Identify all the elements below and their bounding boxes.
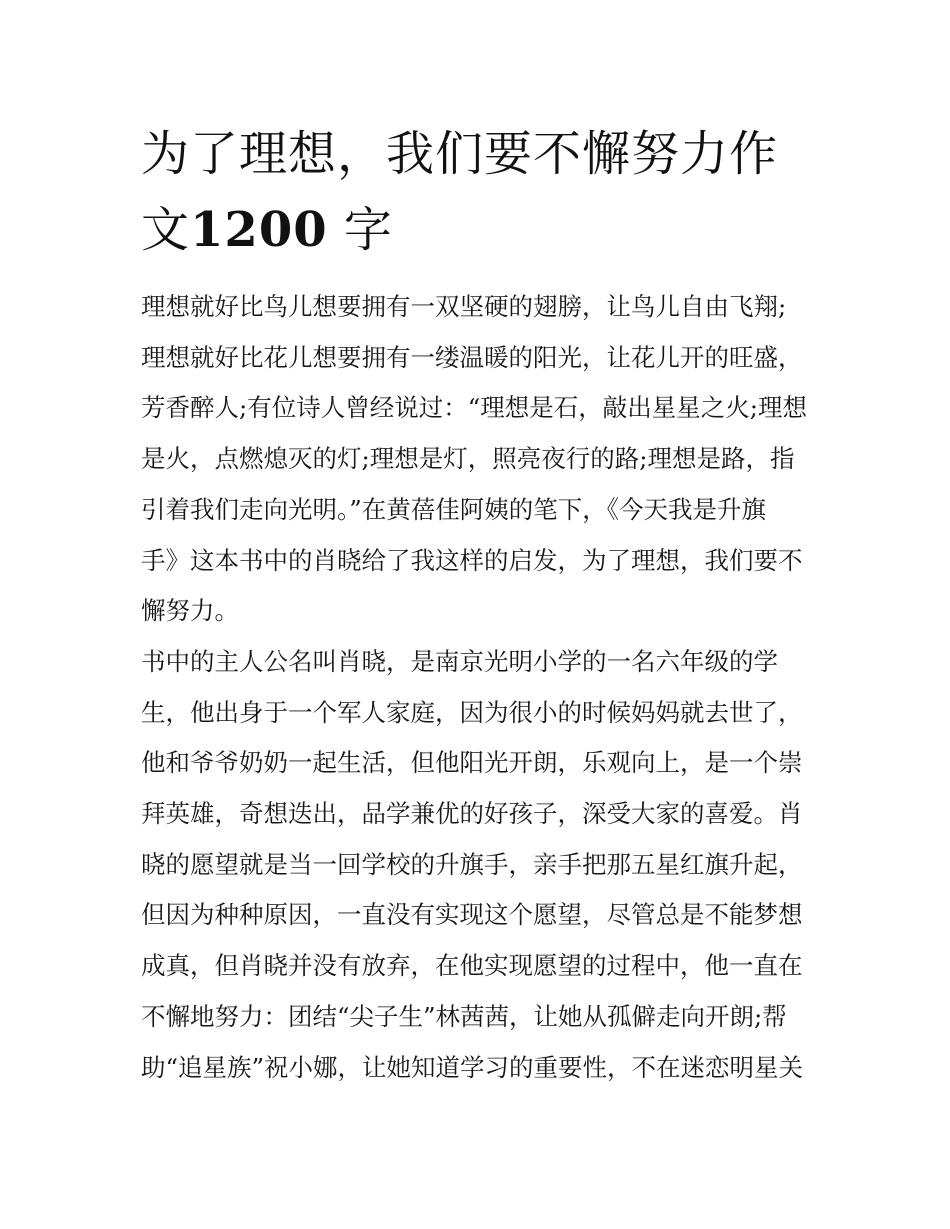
text-line: 晓的愿望就是当一回学校的升旗手，亲手把那五星红旗升起， [141, 849, 803, 879]
text-line: 手》这本书中的肖晓给了我这样的启发，为了理想，我们要不 [141, 545, 803, 575]
text-line: 是火，点燃熄灭的灯;理想是灯，照亮夜行的路;理想是路，指 [141, 444, 795, 474]
text-line: 理想就好比鸟儿想要拥有一双坚硬的翅膀，让鸟儿自由飞翔; [141, 292, 787, 321]
title-prefix: 文 [141, 202, 191, 258]
text-line: 懈努力。 [141, 596, 239, 626]
paragraph-2 [141, 637, 813, 1093]
text-line: 芳香醉人;有位诗人曾经说过：“理想是石，敲出星星之火;理想 [141, 393, 808, 423]
title-suffix: 字 [327, 202, 393, 258]
title-line-1: 为了理想，我们要不懈努力作 [141, 126, 779, 182]
text-line: 助“追星族”祝小娜，让她知道学习的重要性，不在迷恋明星关 [141, 1052, 804, 1082]
text-line: 引着我们走向光明。”在黄蓓佳阿姨的笔下，《今天我是升旗 [141, 494, 767, 524]
text-line: 书中的主人公名叫肖晓，是南京光明小学的一名六年级的学 [141, 646, 778, 676]
essay-body [141, 282, 813, 1093]
text-line: 生，他出身于一个军人家庭，因为很小的时候妈妈就去世了， [141, 697, 803, 727]
text-line: 但因为种种原因，一直没有实现这个愿望，尽管总是不能梦想 [141, 900, 803, 930]
text-line: 拜英雄，奇想迭出，品学兼优的好孩子，深受大家的喜爱。肖 [141, 799, 803, 829]
text-line: 他和爷爷奶奶一起生活，但他阳光开朗，乐观向上，是一个崇 [141, 748, 803, 778]
text-line: 成真，但肖晓并没有放弃，在他实现愿望的过程中，他一直在 [141, 951, 803, 981]
title-number: 1200 [190, 202, 328, 258]
text-line: 不懈地努力：团结“尖子生”林茜茜，让她从孤僻走向开朗;帮 [141, 1001, 787, 1031]
text-line: 理想就好比花儿想要拥有一缕温暖的阳光，让花儿开的旺盛， [141, 342, 803, 372]
essay-title [141, 116, 831, 268]
paragraph-1 [141, 282, 813, 637]
